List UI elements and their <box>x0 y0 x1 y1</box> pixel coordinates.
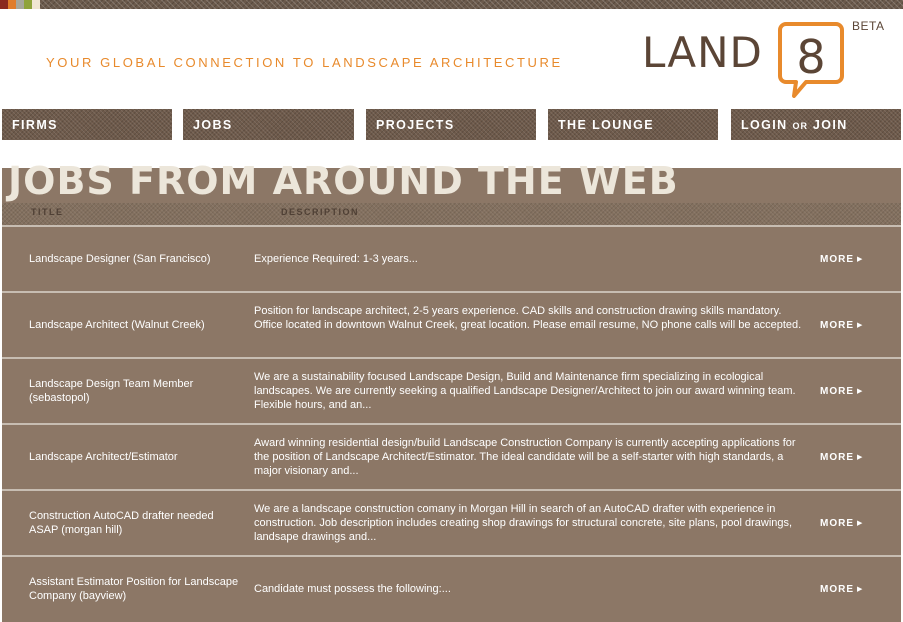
nav-or-label: OR <box>792 121 808 131</box>
more-label: MORE <box>820 452 854 463</box>
job-title[interactable]: Assistant Estimator Position for Landscape Company (bayview) <box>29 576 239 602</box>
more-label: MORE <box>820 386 854 397</box>
nav-the-lounge[interactable] <box>548 109 718 140</box>
arrow-right-icon: ▶ <box>857 520 864 527</box>
nav-jobs[interactable] <box>183 109 354 140</box>
nav-login-label: LOGIN <box>741 118 793 132</box>
logo-number: 8 <box>796 30 826 84</box>
job-title[interactable]: Landscape Designer (San Francisco) <box>29 253 211 265</box>
job-description: Award winning residential design/build Landscape Construction Company is currently accepting applications for the position of Landscape Architect/Estimator. The ideal candidate will be a self-starter with high standards, a major visionary and... <box>254 437 796 477</box>
job-title[interactable]: Landscape Architect/Estimator <box>29 451 178 463</box>
more-label: MORE <box>820 518 854 529</box>
column-header-description: DESCRIPTION <box>281 207 360 217</box>
arrow-right-icon: ▶ <box>857 454 864 461</box>
land8-logo[interactable] <box>640 18 850 98</box>
job-row <box>2 555 901 621</box>
nav-label: JOBS <box>193 118 233 132</box>
more-link[interactable] <box>820 320 863 331</box>
nav-firms[interactable] <box>2 109 172 140</box>
more-link[interactable] <box>820 386 863 397</box>
job-row <box>2 489 901 555</box>
beta-label: BETA <box>852 19 885 33</box>
more-label: MORE <box>820 320 854 331</box>
more-link[interactable] <box>820 584 863 595</box>
job-description: Experience Required: 1-3 years... <box>254 253 418 265</box>
color-swatches <box>0 0 40 9</box>
arrow-right-icon: ▶ <box>857 322 864 329</box>
site-tagline: YOUR GLOBAL CONNECTION TO LANDSCAPE ARCHITECTURE <box>46 55 563 70</box>
nav-label: THE LOUNGE <box>558 118 654 132</box>
color-swatch <box>24 0 32 9</box>
jobs-list <box>2 225 901 621</box>
job-description: We are a sustainability focused Landscape Design, Build and Maintenance firm specializing in ecological landscapes. We are currently seeking a qualified Landscape Designer/Architect to join our award winning team. Flexible hours, and an... <box>254 371 796 411</box>
arrow-right-icon: ▶ <box>857 586 864 593</box>
table-header <box>2 203 901 225</box>
job-title[interactable]: Landscape Architect (Walnut Creek) <box>29 319 205 331</box>
job-description: We are a landscape construction comany in Morgan Hill in search of an AutoCAD drafter with experience in construction. Job description includes creating shop drawings for structural concrete, site plans, pool drawings, landsape drawings and... <box>254 503 793 543</box>
more-link[interactable] <box>820 254 863 265</box>
job-row <box>2 291 901 357</box>
color-swatch <box>0 0 8 9</box>
job-row <box>2 423 901 489</box>
job-row <box>2 357 901 423</box>
more-label: MORE <box>820 584 854 595</box>
more-label: MORE <box>820 254 854 265</box>
page-title: JOBS FROM AROUND THE WEB <box>8 159 679 203</box>
arrow-right-icon: ▶ <box>857 388 864 395</box>
nav-label: PROJECTS <box>376 118 455 132</box>
nav-projects[interactable] <box>366 109 536 140</box>
job-description: Position for landscape architect, 2-5 years experience. CAD skills and construction drawing skills mandatory. Office located in downtown Walnut Creek, great location. Please email resume, NO phone calls will be accepted. <box>254 305 802 331</box>
main-navigation <box>0 109 903 141</box>
logo-wordmark: LAND <box>642 28 763 77</box>
nav-login-or-join[interactable] <box>731 109 901 140</box>
column-header-title: TITLE <box>31 207 64 217</box>
job-description: Candidate must possess the following:... <box>254 583 451 595</box>
jobs-panel <box>2 159 901 622</box>
more-link[interactable] <box>820 452 863 463</box>
more-link[interactable] <box>820 518 863 529</box>
job-title[interactable]: Construction AutoCAD drafter needed ASAP (morgan hill) <box>29 510 214 536</box>
color-swatch <box>8 0 16 9</box>
job-row <box>2 225 901 291</box>
speech-bubble-8-icon <box>778 18 848 98</box>
arrow-right-icon: ▶ <box>857 256 864 263</box>
color-swatch <box>16 0 24 9</box>
color-swatch <box>32 0 40 9</box>
nav-join-label: JOIN <box>807 118 848 132</box>
top-decorative-strip <box>0 0 903 9</box>
nav-label: FIRMS <box>12 118 58 132</box>
job-title[interactable]: Landscape Design Team Member (sebastopol) <box>29 378 194 404</box>
